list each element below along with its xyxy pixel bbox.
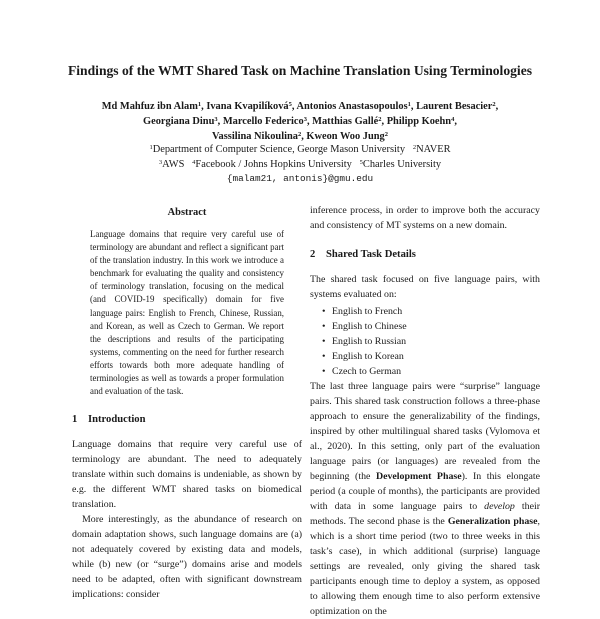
abstract-heading: Abstract [167,207,207,218]
author: Marcello Federico$^3$, [222,116,313,127]
author: Kweon Woo Jung$^2$ [306,131,388,142]
author: Philipp Koehn$^4$, [386,116,457,127]
list-item: • English to French [322,304,540,319]
list-item: • English to Chinese [322,319,540,334]
right-column [310,203,540,619]
affiliation-line: $^3$AWS $^4$Facebook / Johns Hopkins University $^5$Charles University [158,158,442,170]
language-pair-list [310,304,540,379]
affiliation-line: $^1$Department of Computer Science, George Mason University $^2$NAVER [149,144,451,155]
list-item: • Czech to German [322,364,540,379]
list-item: • English to Korean [322,349,540,364]
list-item: • English to Russian [322,334,540,349]
paper-title: Findings of the WMT Shared Task on Machine Translation Using Terminologies [67,63,533,78]
section-heading-introduction: 1 Introduction [72,414,146,426]
author: Vassilina Nikoulina$^2$, [211,131,307,142]
intro-paragraph: More interestingly, as the abundance of research on domain adaptation shows, such language domains are (a) not adequately covered by existing data and models, while (b) new (or “surge”) domains arise and models need to be adapted, often with significant downstream implications: consider [72,514,302,601]
author: Md Mahfuz ibn Alam$^1$, [101,101,207,112]
intro-paragraph: Language domains that require very careful use of terminology are abundant. The need to adequately translate within such domains is undeniable, as shown by e.g. the different WMT shared tasks on biomedical translation. [72,439,302,511]
author: Ivana Kvapilíková$^5$, [206,101,297,112]
shared-task-paragraph: The last three language pairs were “surprise” language pairs. This shared task construction follows a three-phase approach to ensure the generalizability of the findings, inspired by other multilingual shared tasks (Vylomova et al., 2020). In this setting, only part of the evaluation language pairs (or languages) are revealed from the beginning (the Development Phase). In this elongate period (a couple of months), the participants are provided with data in some language pairs to develop their methods. The second phase is the Generalization phase, which is a short time period (two to three weeks in this task’s case), in which additional (surprise) language settings are revealed, only giving the shared task participants enough time to deploy a system, as opposed to allowing them enough time to also perform extensive optimization on the [310,381,540,617]
affiliations [50,143,550,187]
author: Matthias Gallé$^2$, [312,116,387,127]
author: Georgiana Dinu$^3$, [143,116,223,127]
continued-paragraph: inference process, in order to improve both the accuracy and consistency of MT systems on a new domain. [310,205,540,231]
author-list [50,99,550,144]
contact-email: {malam21, antonis}@gmu.edu [226,173,374,184]
section-intro: The shared task focused on five language pairs, with systems evaluated on: [310,274,540,300]
abstract-text: Language domains that require very careful use of terminology are abundant and reflect a significant part of the translation industry. In this work we introduce a benchmark for evaluating the quality and consistency of terminology translation, focusing on the medical (and COVID-19 specifically) domain for five language pairs: English to French, Chinese, Russian, and Korean, as well as Czech to German. We report the descriptions and results of the participating systems, commenting on the need for further research efforts towards both more adequate handling of terminologies as well as towards a proper formulation and evaluation of the task. [90,229,284,397]
author: Laurent Besacier$^2$, [416,101,499,112]
left-column [72,205,302,602]
author: Antonios Anastasopoulos$^1$, [296,101,417,112]
section-heading-shared-task: 2 Shared Task Details [310,249,416,260]
